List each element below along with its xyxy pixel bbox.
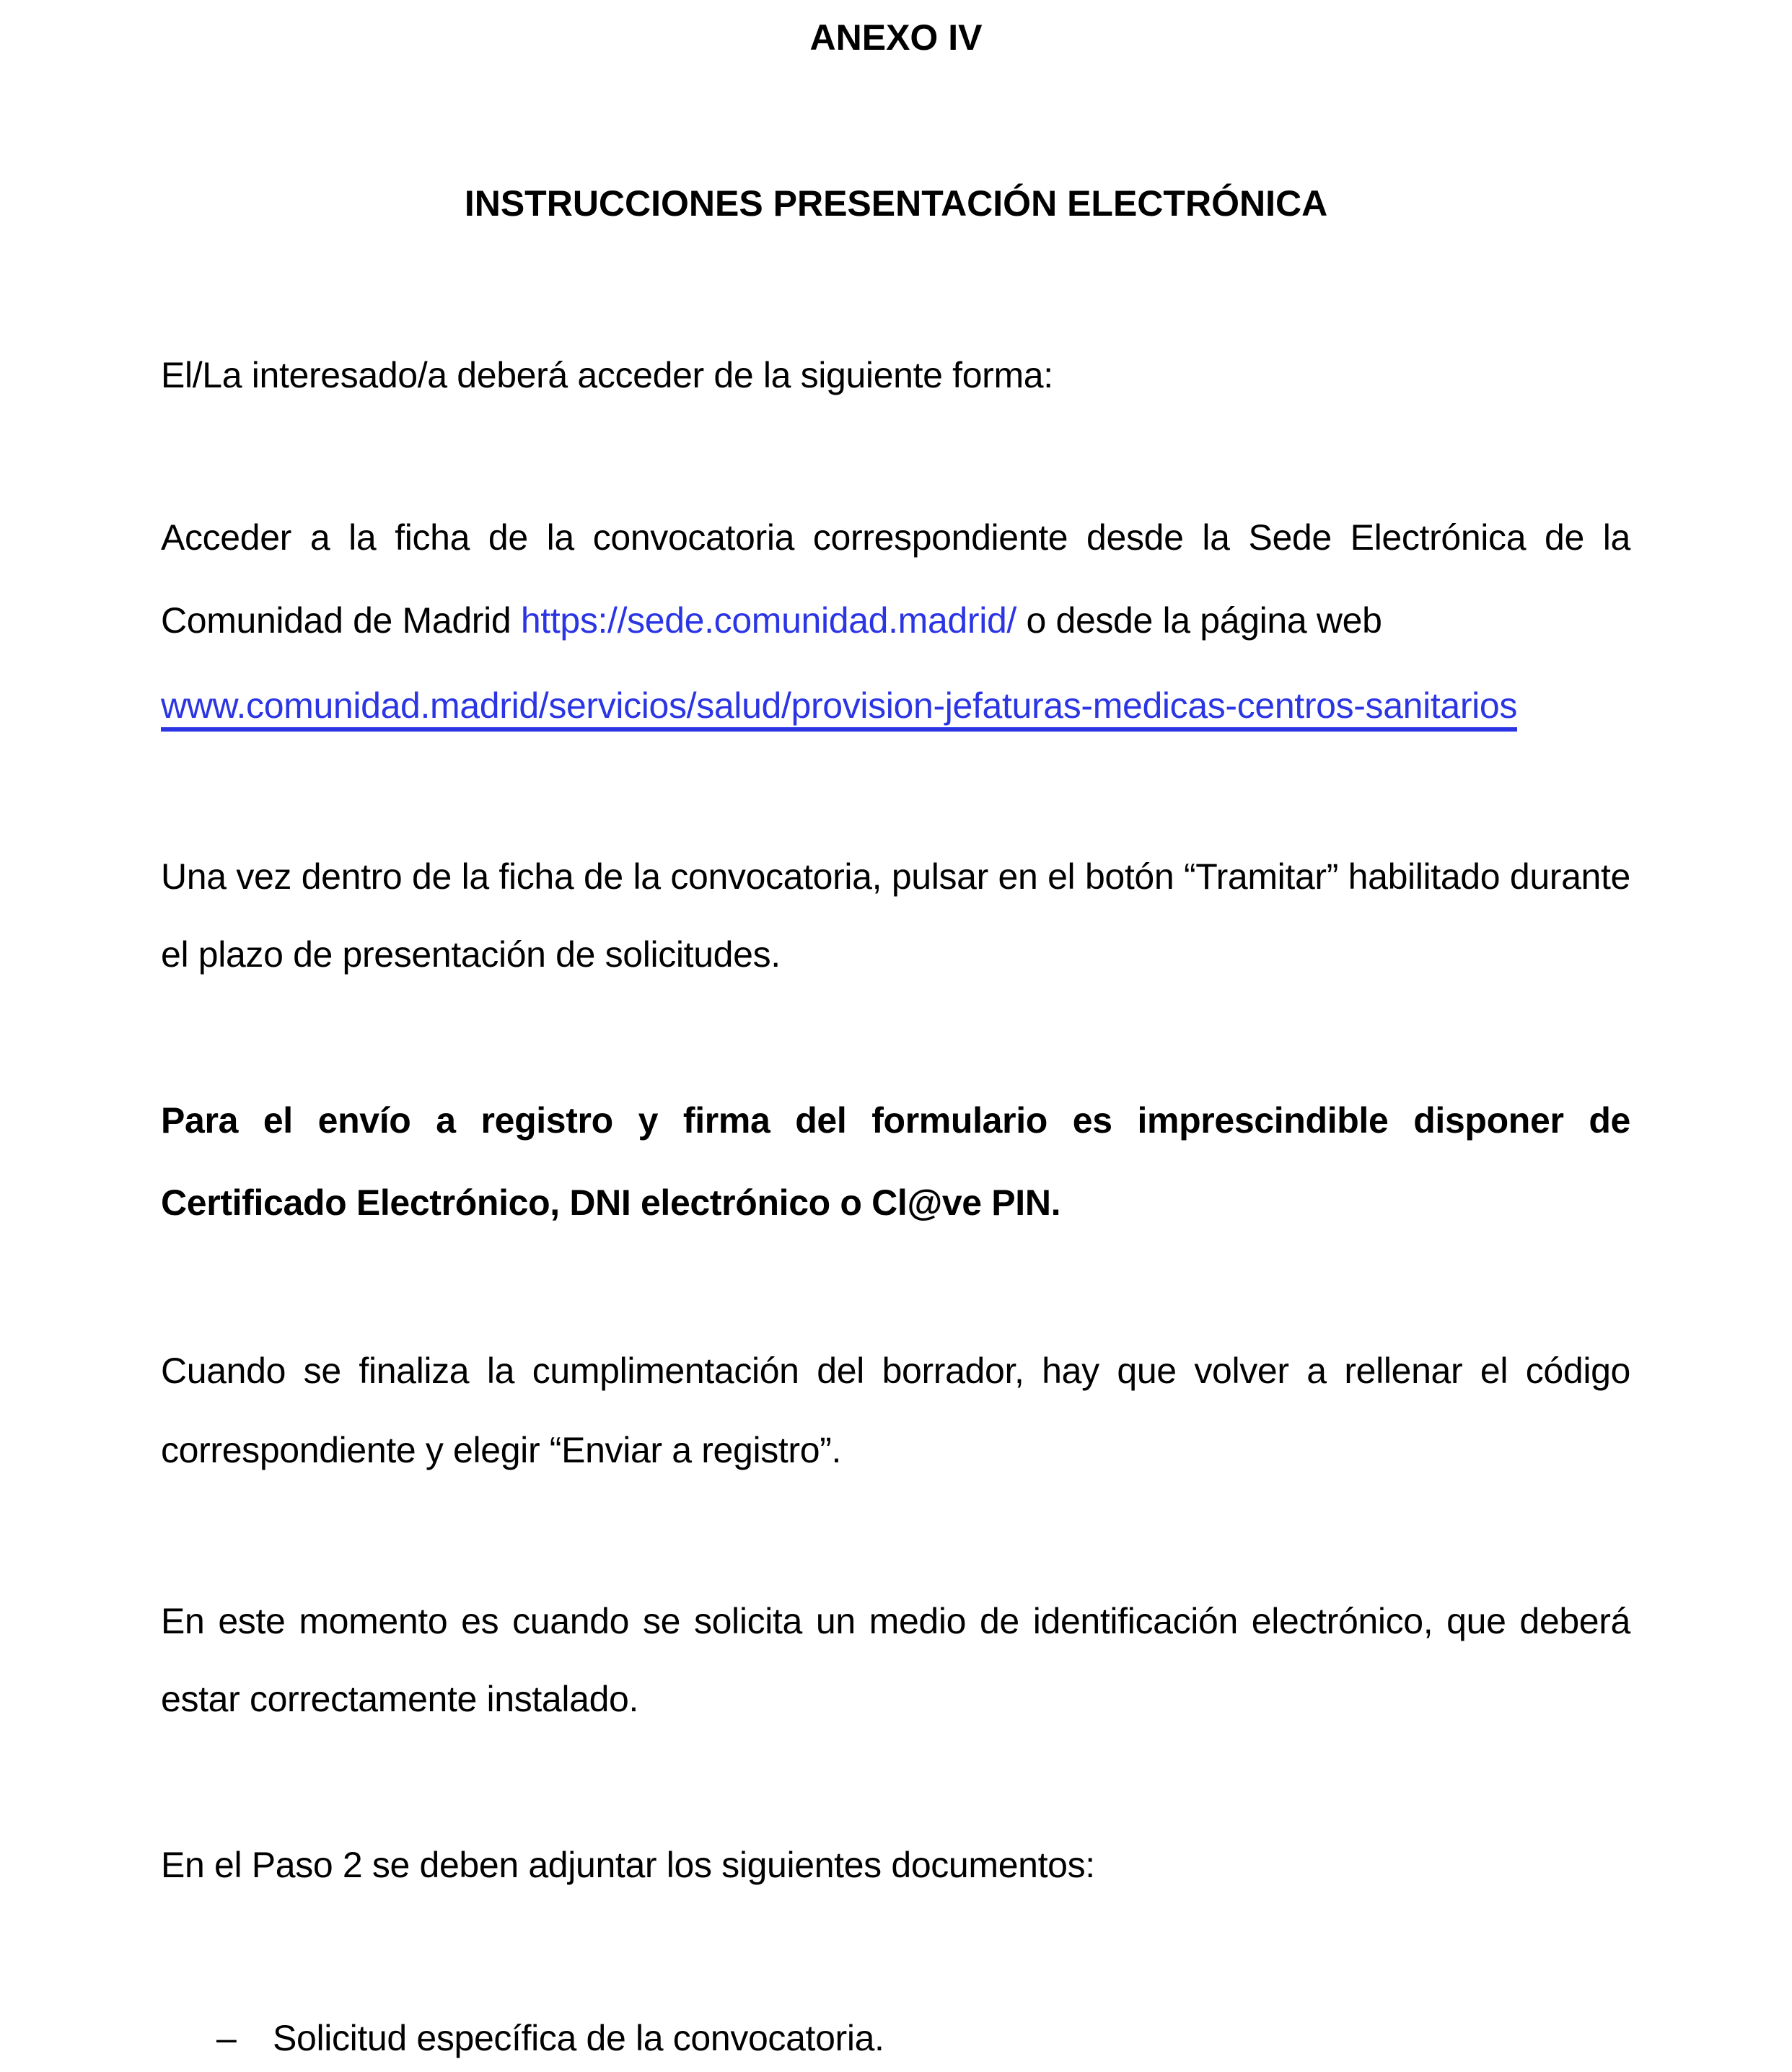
sede-electronica-link[interactable]: https://sede.comunidad.madrid/ <box>520 600 1016 641</box>
paragraph-borrador-line2: correspondiente y elegir “Enviar a registro”. <box>161 1430 842 1470</box>
access-line2-prefix: Comunidad de Madrid <box>161 600 521 641</box>
paragraph-tramitar-line2: el plazo de presentación de solicitudes. <box>161 934 781 975</box>
bullet-dash: – <box>216 2018 237 2058</box>
paragraph-paso2: En el Paso 2 se deben adjuntar los siguientes documentos: <box>161 1845 1095 1885</box>
page-title: ANEXO IV <box>809 17 983 58</box>
paragraph-tramitar-line1: Una vez dentro de la ficha de la convocatoria, pulsar en el botón “Tramitar” habilitado durante <box>161 856 1630 897</box>
paragraph-access-line2 <box>161 580 1630 661</box>
bullet-text: Solicitud específica de la convocatoria. <box>273 2018 884 2058</box>
paragraph-identificacion-line2: estar correctamente instalado. <box>161 1679 639 1719</box>
paragraph-borrador-line1: Cuando se finaliza la cumplimentación del borrador, hay que volver a rellenar el código <box>161 1351 1630 1391</box>
convocatoria-url-link[interactable]: www.comunidad.madrid/servicios/salud/provision-jefaturas-medicas-centros-sanitarios <box>161 685 1517 732</box>
access-line2-suffix: o desde la página web <box>1016 600 1382 641</box>
paragraph-requisito-line2: Certificado Electrónico, DNI electrónico o Cl@ve PIN. <box>161 1182 1061 1223</box>
paragraph-requisito-line1: Para el envío a registro y firma del formulario es imprescindible disponer de <box>161 1100 1630 1141</box>
page-subtitle: INSTRUCCIONES PRESENTACIÓN ELECTRÓNICA <box>464 183 1328 224</box>
paragraph-access-line1: Acceder a la ficha de la convocatoria correspondiente desde la Sede Electrónica de la <box>161 517 1630 558</box>
paragraph-identificacion-line1: En este momento es cuando se solicita un medio de identificación electrónico, que deberá <box>161 1601 1630 1641</box>
paragraph-intro: El/La interesado/a deberá acceder de la siguiente forma: <box>161 355 1053 395</box>
bullet-item <box>216 1998 1630 2072</box>
paragraph-access-line3 <box>161 665 1630 746</box>
